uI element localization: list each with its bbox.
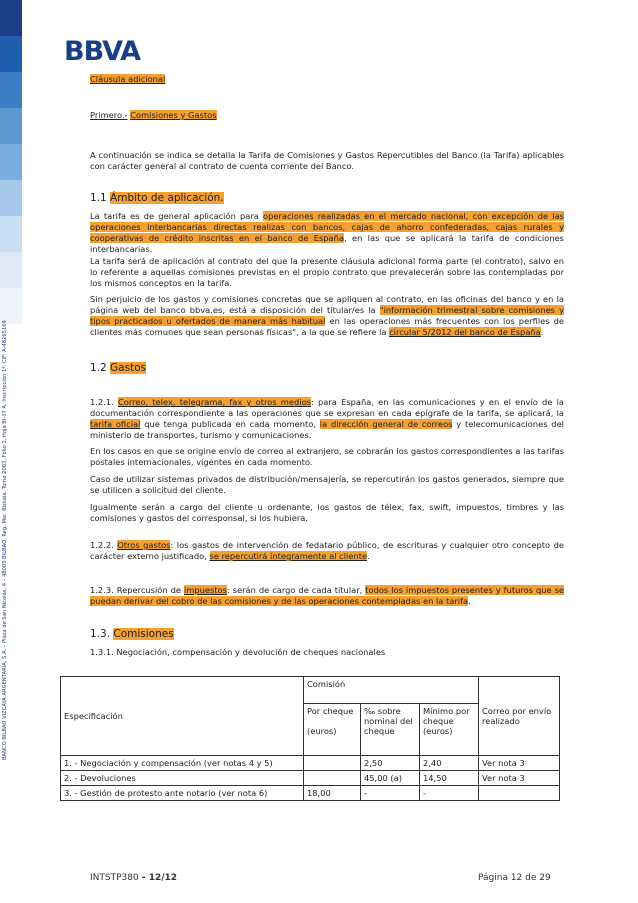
cheques-commission-table: [60, 676, 560, 801]
header-especificacion: Especificación: [61, 677, 304, 756]
row-por-cheque: [304, 771, 361, 786]
legal-side-text: BANCO BILBAO VIZCAYA ARGENTARIA, S.A. – Plaza de San Nicolás, 4 – 48005 BILBAO. Reg. Mer. Bizkaia. Tomo 2083, Folio 1, Hoja BI-17 A, Inscripción 1ª. CIF: A-48265169: [2, 320, 8, 760]
table-row: [61, 756, 560, 771]
row-spec: 3. - Gestión de protesto ante notario (ver nota 6): [61, 786, 304, 801]
row-minimo: -: [420, 786, 479, 801]
row-minimo: 2,40: [420, 756, 479, 771]
footer-page-number: Página 12 de 29: [478, 873, 551, 883]
table-row: [61, 771, 560, 786]
s131-heading: 1.3.1. Negociación, compensación y devolución de cheques nacionales: [90, 647, 386, 657]
s121-paragraph-1: 1.2.1. Correo, telex, telegrama, fax y otros medios: para España, en las comunicaciones y en el envío de la documentación correspondiente a las operaciones que se expresan en cada epígrafe de la tarifa, se aplicará, la tarifa oficial que tenga publicada en cada momento, la dirección general de correos y telecomunicaciones del ministerio de transportes, turismo y comunicaciones.: [90, 397, 564, 441]
s11-paragraph-2: La tarifa será de aplicación al contrato del que la presente cláusula adicional forma parte (el contrato), salvo en lo referente a aquellas comisiones previstas en el propio contrato que prevalecerán sobre las contempladas por los mismos conceptos en la tarifa.: [90, 256, 564, 289]
row-por-cheque: [304, 756, 361, 771]
table-row: [61, 786, 560, 801]
row-por-mil: -: [361, 786, 420, 801]
bbva-logo: BBVA: [64, 36, 141, 67]
s122-paragraph: 1.2.2. Otros gastos: los gastos de intervención de fedatario público, de escrituras y cualquier otro concepto de carácter externo justificado, se repercutirá íntegramente al cliente.: [90, 540, 565, 562]
row-por-cheque: 18,00: [304, 786, 361, 801]
intro-paragraph: A continuación se indica se detalla la Tarifa de Comisiones y Gastos Repercutibles del Banco (la Tarifa) aplicables con carácter general al contrato de cuenta corriente del Banco.: [90, 150, 564, 172]
s11-paragraph-3: Sin perjuicio de los gastos y comisiones concretas que se apliquen al contrato, en las oficinas del banco y en la página web del banco bbva.es, está a disposición del titular/es la "información trimestral sobre comisiones y tipos practicados u ofertados de manera más habitual en las operaciones más frecuentes con los perfiles de clientes más comunes que sean personas físicas", a la que se refiere la circular 5/2012 del banco de España.: [90, 294, 565, 338]
primero-heading: Primero.- Comisiones y Gastos: [90, 110, 217, 120]
s11-paragraph-1: La tarifa es de general aplicación para operaciones realizadas en el mercado nacional, con excepción de las operaciones interbancarias directas realizas con bancos, cajas de ahorro confederadas, cajas rurales y cooperativas de crédito inscritas en el banco de España, en las que se aplicará la tarifa de condiciones interbancarias.: [90, 211, 564, 255]
footer-doc-code: INTSTP380 - 12/12: [90, 873, 178, 883]
section-1-2-heading: 1.2 Gastos: [90, 362, 147, 374]
clausula-heading: Cláusula adicional: [90, 74, 166, 84]
row-minimo: 14,50: [420, 771, 479, 786]
row-por-mil: 45,00 (a): [361, 771, 420, 786]
s121-paragraph-2: En los casos en que se origine envío de correo al extranjero, se cobrarán los gastos correspondientes a las tarifas postales internacionales, vigentes en cada momento.: [90, 446, 564, 468]
s123-paragraph: 1.2.3. Repercusión de impuestos: serán de cargo de cada titular, todos los impuestos presentes y futuros que se puedan derivar del cobro de las comisiones y de las operaciones contempladas en la tarifa.: [90, 585, 565, 607]
row-spec: 2. - Devoluciones: [61, 771, 304, 786]
header-correo: Correo por envío realizado: [479, 677, 560, 756]
header-comision: Comisión: [304, 677, 479, 704]
row-por-mil: 2,50: [361, 756, 420, 771]
header-por-cheque: Por cheque (euros): [304, 704, 361, 756]
row-correo: Ver nota 3: [479, 756, 560, 771]
s121-paragraph-3: Caso de utilizar sistemas privados de distribución/mensajería, se repercutirán los gastos generados, siempre que se utilicen a solicitud del cliente.: [90, 474, 564, 496]
header-por-mil: ‰ sobre nominal del cheque: [361, 704, 420, 756]
section-1-1-heading: 1.1 Ámbito de aplicación.: [90, 192, 224, 204]
s121-paragraph-4: Igualmente serán a cargo del cliente u ordenante, los gastos de télex, fax, swift, impuestos, timbres y las comisiones y gastos del corresponsal, si los hubiera.: [90, 502, 564, 524]
header-minimo: Mínimo por cheque (euros): [420, 704, 479, 756]
section-1-3-heading: 1.3. Comisiones: [90, 628, 174, 640]
row-spec: 1. - Negociación y compensación (ver notas 4 y 5): [61, 756, 304, 771]
row-correo: [479, 786, 560, 801]
row-correo: Ver nota 3: [479, 771, 560, 786]
